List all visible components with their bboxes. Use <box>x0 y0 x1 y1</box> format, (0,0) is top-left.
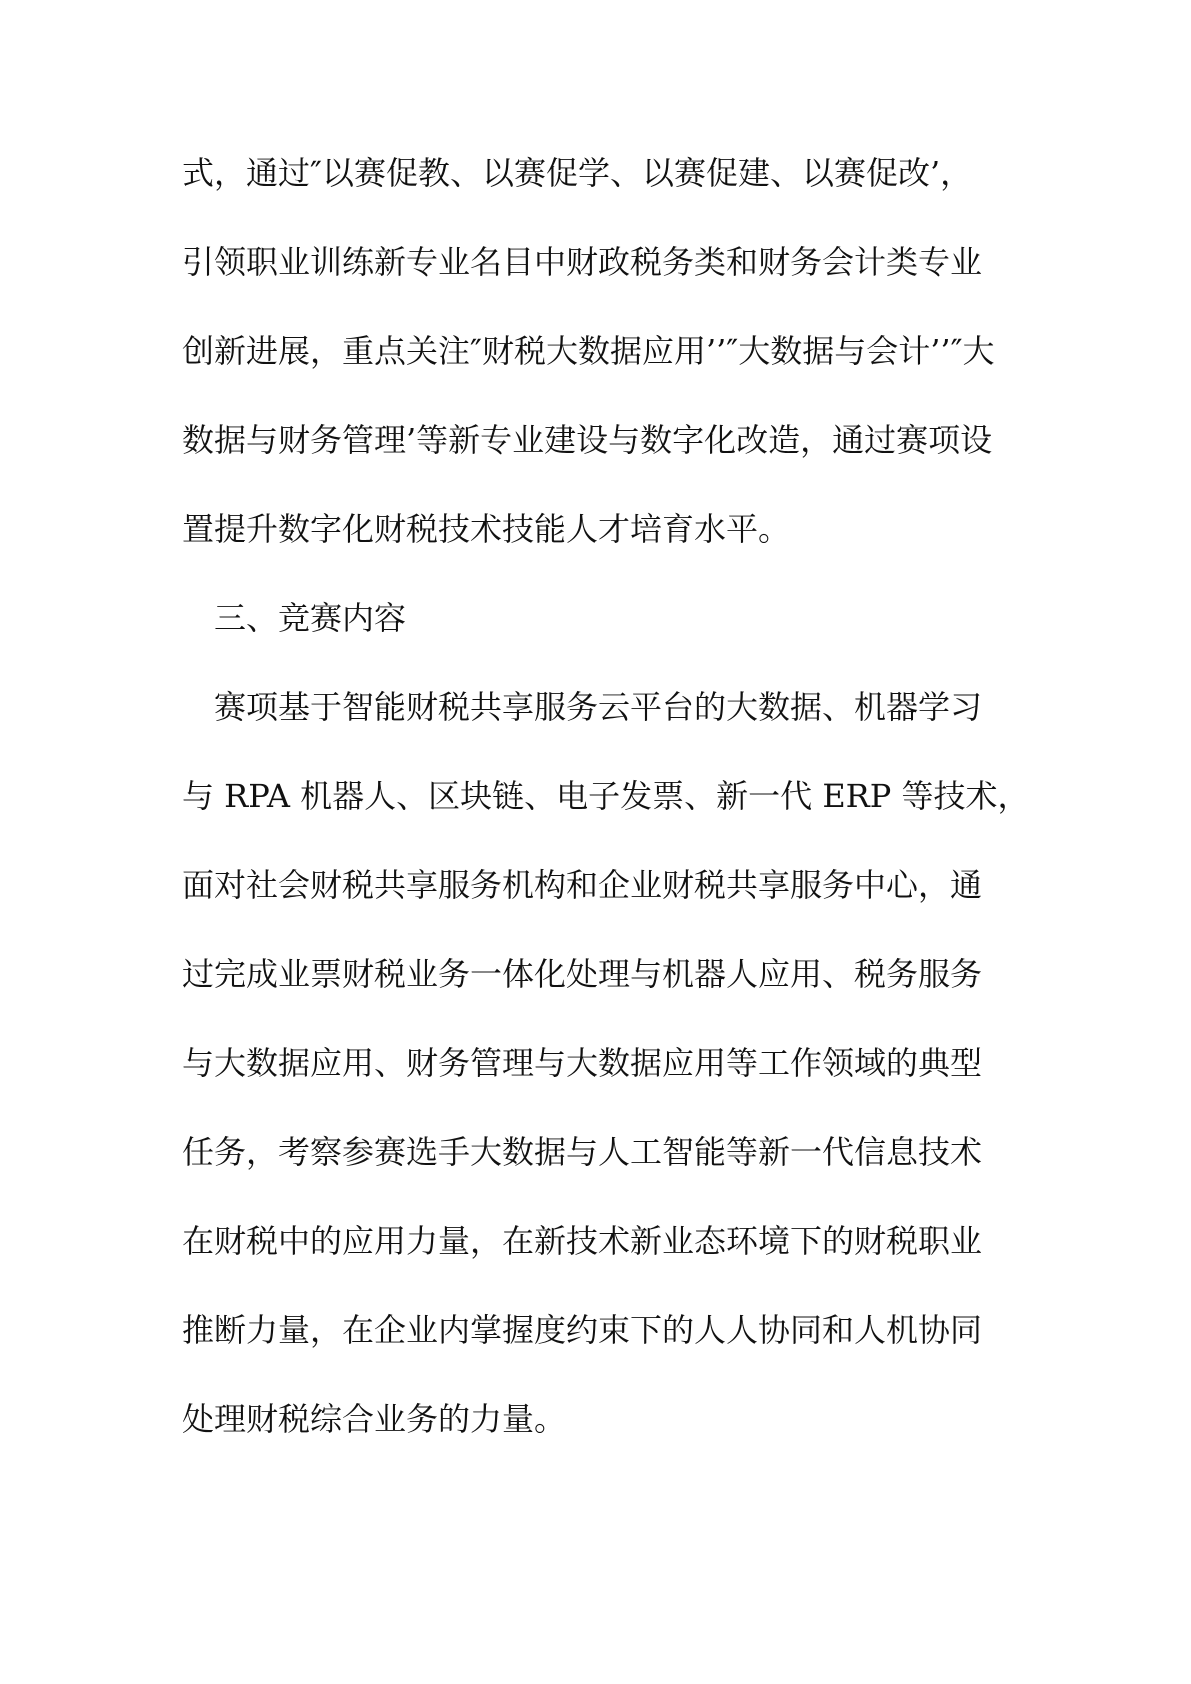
paragraph-line: 创新进展，重点关注″财税大数据应用’’″大数据与会计’’″大 <box>182 332 995 370</box>
paragraph-line: 式，通过″以赛促教、以赛促学、以赛促建、以赛促改’， <box>182 154 973 192</box>
paragraph-line: 引领职业训练新专业名目中财政税务类和财务会计类专业 <box>182 243 983 281</box>
paragraph-line: 与 RPA 机器人、区块链、电子发票、新一代 ERP 等技术， <box>182 777 1030 815</box>
paragraph-line: 与大数据应用、财务管理与大数据应用等工作领域的典型 <box>182 1044 983 1082</box>
paragraph-line: 面对社会财税共享服务机构和企业财税共享服务中心，通 <box>182 866 983 904</box>
paragraph-line: 处理财税综合业务的力量。 <box>182 1400 567 1438</box>
paragraph-line: 赛项基于智能财税共享服务云平台的大数据、机器学习 <box>214 688 983 726</box>
paragraph-line: 数据与财务管理’等新专业建设与数字化改造，通过赛项设 <box>182 421 993 459</box>
paragraph-line: 过完成业票财税业务一体化处理与机器人应用、税务服务 <box>182 955 983 993</box>
paragraph-line: 任务，考察参赛选手大数据与人工智能等新一代信息技术 <box>182 1133 983 1171</box>
paragraph-line: 置提升数字化财税技术技能人才培育水平。 <box>182 510 791 548</box>
paragraph-line: 在财税中的应用力量，在新技术新业态环境下的财税职业 <box>182 1222 983 1260</box>
section-heading: 三、竞赛内容 <box>214 599 407 637</box>
paragraph-line: 推断力量，在企业内掌握度约束下的人人协同和人机协同 <box>182 1311 983 1349</box>
